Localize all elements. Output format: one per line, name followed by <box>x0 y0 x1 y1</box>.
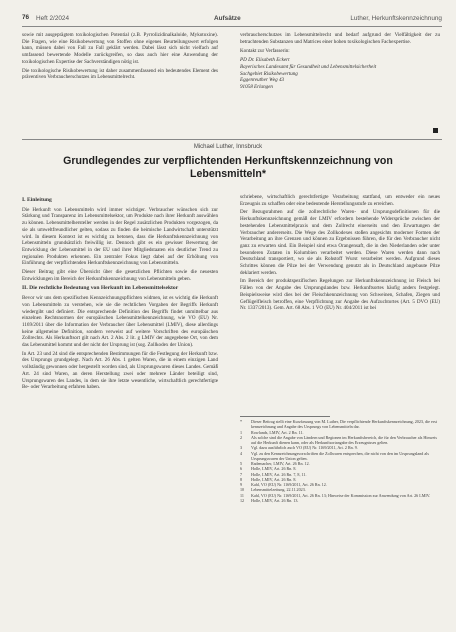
footnote-text: Vgl. dazu ausführlich auch VO (EU) Nr. 1169/2011, Art. 2 Rn. 9. <box>251 445 358 451</box>
footnote <box>240 498 440 503</box>
footnote-number: 10 <box>240 487 245 493</box>
body-paragraph: Die Herkunft von Lebensmitteln wird immer wichtiger. Verbraucher wünschen sich zur Stärkung und Transparenz im Lebensmittelsektor, um Produkte nach ihrer Herkunft auswählen zu können. Lebensmittelhersteller werden in der Regel zusätzlichen Produkten vorgezogen, da sie als umweltfreundlicher gelten, sodass zu finden die heimische Landwirtschaft unterstützt wird. In diesem Kontext ist es wichtig zu betonen, dass die Herkunftskennzeichnung von Lebensmitteln grundsätzlich freiwillig ist. Dennoch gibt es ein gewisser Bewertung der Entwicklung der Lebensmittel in der EU und ihrer Mitgliedstaaten ein deutlicher Trend zu regionalen Produkten erkennen. Ein zentraler Fokus liegt dabei auf der Erhöhung von Einführung der verpflichtenden Herkunftskennzeichnung von Lebensmitteln. <box>22 206 218 267</box>
footnote-text: Lebensmittelzeitung, 22.11.2023. <box>251 487 306 493</box>
issue-label: Heft 2/2024 <box>36 15 70 22</box>
article-left-column <box>22 194 218 393</box>
prev-article-left-column <box>22 32 218 83</box>
footnote-number: 2 <box>240 434 243 440</box>
prev-article-right-column <box>240 32 440 93</box>
footnote-number: 4 <box>240 450 243 456</box>
prev-paragraph: verbraucherschutzes im Lebensmittelrecht und bedarf aufgrund der Vielfältigkeit der zu betrachtenden Substanzen und Matrices einer hohen toxikologischen Fachexpertise. <box>240 32 440 45</box>
footnote-number: 7 <box>240 471 243 477</box>
footnote-number: 3 <box>240 445 243 451</box>
footnote-number: 6 <box>240 466 243 472</box>
footnote-rule <box>240 416 330 417</box>
contact-line: 91058 Erlangen <box>240 83 273 90</box>
footnote-text: Holle, LMIV, Art. 26 Rn. 7, 8, 11. <box>251 471 307 477</box>
footnote-number: 1 <box>240 429 243 435</box>
section-label: Aufsätze <box>214 15 241 22</box>
end-of-article-mark <box>433 128 438 133</box>
footnote-text: Vgl. zu den Kennzeichnungsvorschriften die Zollwaren entsprechen, die nicht von den im Ursprungsland als Ursprungswaren der Union gelten. <box>251 450 429 461</box>
footnotes <box>240 419 440 503</box>
header-rule <box>22 26 442 27</box>
footnote <box>240 419 440 430</box>
article-right-column <box>240 194 440 314</box>
contact-line: PD Dr. Elisabeth Eckert <box>240 57 290 64</box>
page-number: 76 <box>22 14 30 21</box>
article-author: Michael Luther, Innsbruck <box>193 144 263 150</box>
body-paragraph: schriebene, wirtschaftlich gerechtfertigte Verarbeitung stattfand, um entweder ein neues Erzeugnis zu schaffen oder eine bedeutende Herstellungsstufe zu erreichen. <box>240 194 440 207</box>
body-paragraph: Im Bereich der produktspezifischen Regelungen zur Herkunftskennzeichnung ist Fleisch bei Fällen von der Angabe des Ursprungslandes bzw. Herkunftsortes häufig anders festgelegt. Beispielsweise wird dies bei der Fleischkennzeichnung von Schweinen, Schafen, Ziegen und Geflügelfleisch betroffen, eine Verpflichtung zur Angabe des Aufzuchtortes (Art. 5 DVO (EU) Nr. 1337/2013). Gem. Art. 68 Abs. 1 VO (EU) Nr. 404/2011 ist bei <box>240 278 440 312</box>
footnote-text: Kahl, VO (EU) Nr. 1169/2011, Art. 26 Rn. 12. <box>251 482 327 487</box>
article-separator <box>22 139 442 140</box>
footnote-number: 5 <box>240 461 243 466</box>
footnote-text: Dieser Beitrag stellt eine Kurzfassung von M. Luther, Die verpflichtende Herkunftskennzeichnung, 2023, die erst kennzeichnung und Angabe des Ursprungs von Lebensmitteln dar. <box>251 419 437 430</box>
contact-line: Sachgebiet Risikobewertung <box>240 70 298 77</box>
footnote-number: 9 <box>240 482 243 487</box>
prev-paragraph: Die toxikologische Risikobewertung ist daher zusammenfassend ein bedeutendes Element des präventiven Verbraucherschutzes im Lebensmittelrecht. <box>22 67 218 81</box>
section-heading: I. Einleitung <box>22 197 52 203</box>
footnote-number: 12 <box>240 497 245 503</box>
footnote-text: Holle, LMIV, Art. 26 Rn. 13. <box>251 497 299 503</box>
footnote-text: Holle, LMIV, Art. 26 Rn. 8. <box>251 466 297 472</box>
contact-line: Eggenreuther Weg 43 <box>240 77 285 84</box>
body-paragraph: Bevor wir uns dem spezifischen Kennzeichnungspflichten widmen, ist es wichtig die Herkunft von Lebensmitteln zu verstehen, wie sie die rechtlichen Vorgaben der Begriffs Herkunft wiedergibt und definiert. Die entsprechende Definition des Begriffs findet unmittelbar aus einzelnen Rechtsnormen der europäischen Lebensmittelkennzeichnung, wie VO (EU) Nr. 1169/2011 über die Information der Verbraucher über Lebensmittel (LMIV), diese allerdings keine allgemeine Definition, sondern verweist auf weitere Vorschriften des europäischen Zollrechts. Als Herkunftsort gilt nach Art. 2 Abs. 2 lit. g LMIV der angegebene Ort, von dem das Lebensmittel kommt und der nicht der Ursprung ist (sog. Zollkodex der Union). <box>22 295 218 349</box>
footnote <box>240 435 440 446</box>
article-title: Grundlegendes zur verpflichtenden Herkunftskennzeichnung von Lebensmitteln* <box>63 155 393 180</box>
body-paragraph: Der Bezugsrahmen auf die zollrechtliche Waren- und Ursprungsdefinitionen für die Herkunftskennzeichnung gemäß der LMIV erfordern bestehende Widersprüche zwischen der bestehenden Lebensmittelpraxis und dem Zollrecht einerseits und den Erwartungen der Verbraucher andererseits. Die Wege des Zollkodexes stoßen angesichts moderner Formen der Verarbeitung an ihre Grenzen und können zu Ergebnissen führen, die für den Verbraucher nicht ganz zu erwarten sind. Ein Beispiel sind etwa Orangensaft, die in den Niederlanden oder unter besonderen Zutaten in Kolumbien verarbeitet werden. Diese Waren werden dann nach Deutschland transportiert, wo sie als Rohstoff Wurst verarbeitet werden. Aufgrund dieses Schrittes können die Pilze bei der Verwendung genutzt als in Deutschland angebaute Pilze deklariert werden. <box>240 209 440 276</box>
contact-line: Bayerisches Landesamt für Gesundheit und Lebensmittelsicherheit <box>240 63 377 70</box>
prev-paragraph: sowie mit ausgeprägtem toxikologischen Potential (z.B. Pyrrolizidinalkaloide, Mykotoxine). Die Fragen, wie eine Risikobewertung von Stoffen ohne eigenes Beurteilungswert erfolgen kann, müssen dabei von Fall zu Fall geklärt werden. Dabei lässt sich nicht vielfach auf umfassend bewertende Modelle zurückgreifen, so dass auch hier eine Anwendung der toxikologischen Expertise der Sachverständigen nötig ist. <box>22 32 218 65</box>
body-paragraph: Dieser Beitrag gibt eine Übersicht über die gesetzlichen Pflichten sowie die neuesten Entwicklungen im Bereich der Herkunftskennzeichnung von Lebensmitteln geben. <box>22 269 218 282</box>
section-heading: II. Die rechtliche Bedeutung von Herkunft im Lebensmittelsektor <box>22 285 179 292</box>
footnote-text: Rowlands, LMIV, Art. 2 Rn. 11. <box>251 429 304 435</box>
footnote-text: Als solche sind die Angabe von Ländern und Regionen im Herkunftsbereich, die für den Verbraucher als Hinweis auf die Herkunft dienen kann, oder als Herkunftsortangabe des Erzeugnisses gelten. <box>251 434 438 445</box>
running-title: Luther, Herkunftskennzeichnung <box>350 15 442 22</box>
page-header <box>22 14 442 26</box>
footnote-text: Kahl, VO (EU) Nr. 1169/2011, Art. 26 Rn. 13; Hinweise der Kommission zur Anwendung von Art. 26 LMIV. <box>251 492 431 498</box>
footnote-text: Rademacher, LMIV, Art. 26 Rn. 12. <box>251 461 310 466</box>
contact-heading: Kontakt zur Verfasserin: <box>240 48 290 55</box>
footnote-number: * <box>240 419 243 424</box>
footnote <box>240 451 440 462</box>
footnote-text: Holle, LMIV, Art. 26 Rn. 8. <box>251 476 297 482</box>
footnote-number: 8 <box>240 476 243 482</box>
body-paragraph: In Art. 23 und 24 sind die entsprechenden Bestimmungen für die Festlegung der Herkunft bzw. des Ursprungs grundgelegt. Nach Art. 26 Abs. 1 gelten Waren, die in einem einzigen Land vollständig gewonnen oder hergestellt worden sind, als Ursprungswaren dieses Landes. Gemäß Art. 24 sind Waren, an deren Herstellung zwei oder mehrere Länder beteiligt sind, Ursprungswaren des Landes, in dem sie ihre letzte wesentliche, wirtschaftlich gerechtfertigte Be- oder Verarbeitung erfahren haben. <box>22 350 218 391</box>
footnote-number: 11 <box>240 492 244 498</box>
